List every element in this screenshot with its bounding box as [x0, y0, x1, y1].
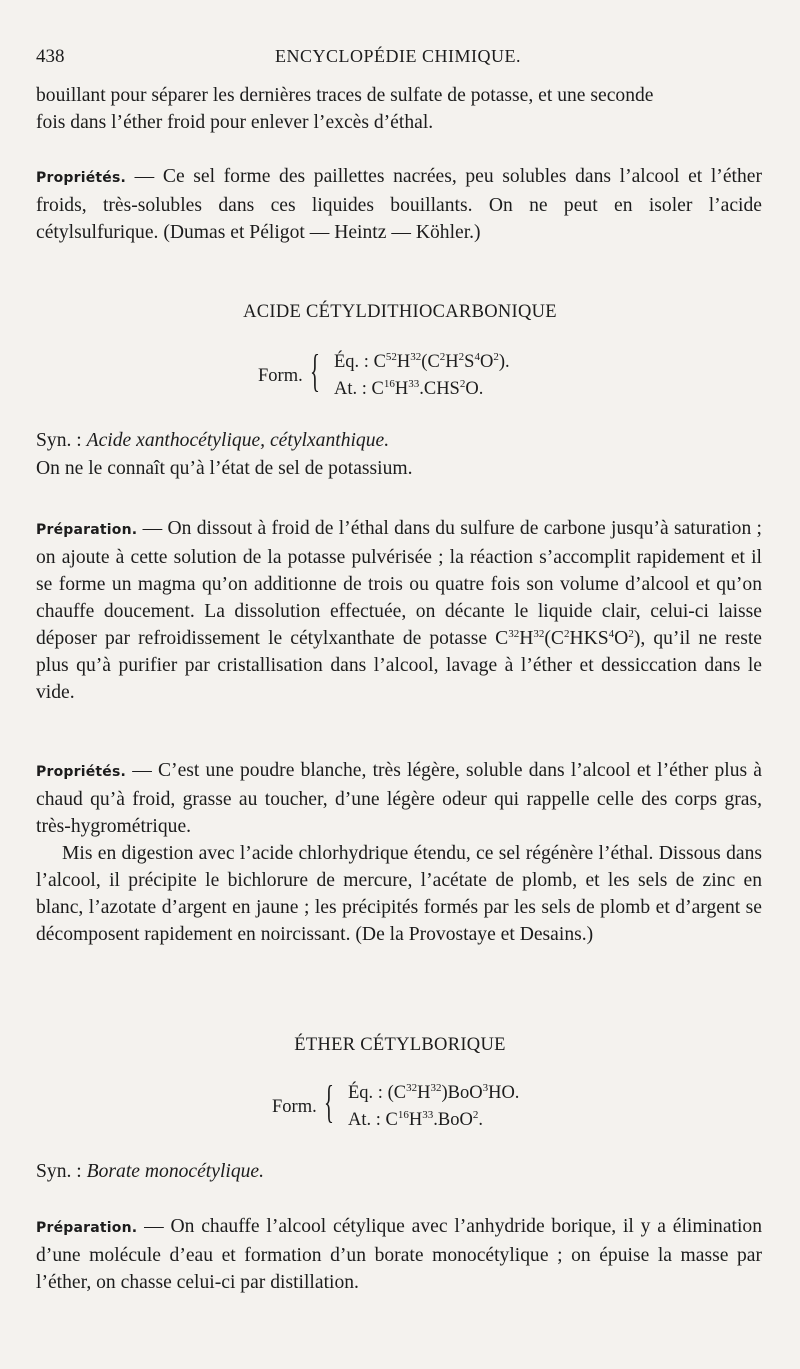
at-formula-ether: At. : $C^{16}H^{33}.BoO^2$. — [348, 1109, 483, 1130]
proprietes-label-1: Propriétés. — [36, 170, 127, 186]
note-acide: On ne le connaît qu’à l’état de sel de potassium. — [36, 458, 413, 479]
form-label-acide: Form. — [258, 366, 303, 386]
preparation-paragraph-ether — [36, 1213, 762, 1296]
eq-formula-ether: Éq. : $(C^{32}H^{32})BoO^3HO$. — [348, 1082, 520, 1103]
formula-block-ether — [272, 1076, 592, 1143]
intro-line-1: bouillant pour séparer les dernières traces de sulfate de potasse, et une seconde — [36, 85, 654, 106]
section-title-acide: ACIDE CÉTYLDITHIOCARBONIQUE — [243, 302, 557, 322]
preparation-label-ether: Préparation. — [36, 1220, 138, 1236]
running-title: ENCYCLOPÉDIE CHIMIQUE. — [275, 46, 521, 66]
at-formula-acide: At. : $C^{16}H^{33}.CHS^2O$. — [334, 378, 484, 399]
form-label-ether: Form. — [272, 1097, 317, 1117]
synonyms-text-acide: Acide xanthocétylique, cétylxanthique. — [86, 430, 390, 451]
proprietes-text-1: — Ce sel forme des paillettes nacrées, peu solubles dans l’alcool et l’éther froids, très-solubles dans ces liquides bouillants. On ne peut en isoler l’acide cétylsulfurique. (Dumas et Péligot — Heintz — Köhler.) — [36, 166, 762, 243]
page-number: 438 — [36, 46, 65, 67]
synonyms-text-ether: Borate monocétylique. — [86, 1161, 265, 1182]
proprietes-paragraph-1 — [36, 163, 762, 246]
section-title-ether: ÉTHER CÉTYLBORIQUE — [294, 1035, 506, 1055]
proprietes-text-2: — C’est une poudre blanche, très légère, soluble dans l’alcool et l’éther plus à chaud qu’à froid, grasse au toucher, d’une légère odeur qui rappelle celle des corps gras, très-hygrométrique. — [36, 760, 762, 837]
brace-acide: { — [310, 345, 320, 396]
synonyms-ether: Syn. : Borate monocétylique. — [36, 1161, 265, 1182]
brace-ether: { — [324, 1076, 334, 1127]
proprietes-paragraph-2 — [36, 757, 762, 948]
preparation-text-ether: — On chauffe l’alcool cétylique avec l’anhydride borique, il y a élimination d’une molécule d’eau et formation d’un borate monocétylique ; on épuise la masse par l’éther, on chasse celui-ci par distillation. — [36, 1216, 762, 1293]
synonyms-acide: Syn. : Acide xanthocétylique, cétylxanthique. — [36, 430, 390, 451]
eq-formula-acide: Éq. : $C^{52}H^{32}(C^2H^2S^4O^2)$. — [334, 351, 510, 372]
intro-line-2: fois dans l’éther froid pour enlever l’excès d’éthal. — [36, 112, 434, 133]
preparation-label-acide: Préparation. — [36, 522, 138, 538]
preparation-paragraph-acide: Préparation. — On dissout à froid de l’éthal dans du sulfure de carbone jusqu’à saturation ; on ajoute à cette solution de la potasse pulvérisée ; la réaction s’accomplit rapidement et il se forme un magma qu’on additionne de trois ou quatre fois son volume d’alcool et qu’on chauffe doucement. La dissolution effectuée, on décante le liquide clair, celui-ci laisse déposer par refroidissement le cétylxanthate de potasse $C^{32}H^{32}(C^2HKS^4O^2)$, qu’il ne reste plus qu’à purifier par cristallisation dans l’alcool, lavage à l’éther et dessiccation dans le vide. — [36, 518, 762, 703]
intro-paragraph — [36, 82, 762, 136]
digestion-paragraph: Mis en digestion avec l’acide chlorhydrique étendu, ce sel régénère l’éthal. Dissous dans l’alcool, il précipite le bichlorure de mercure, l’acétate de plomb, et les sels de zinc en blanc, l’azotate d’argent en jaune ; les précipités formés par les sels de plomb et d’argent se décomposent rapidement en noircissant. (De la Provostaye et Desains.) — [36, 843, 762, 945]
proprietes-label-2: Propriétés. — [36, 764, 127, 780]
formula-block-acide — [258, 345, 578, 412]
page-header — [36, 46, 760, 74]
